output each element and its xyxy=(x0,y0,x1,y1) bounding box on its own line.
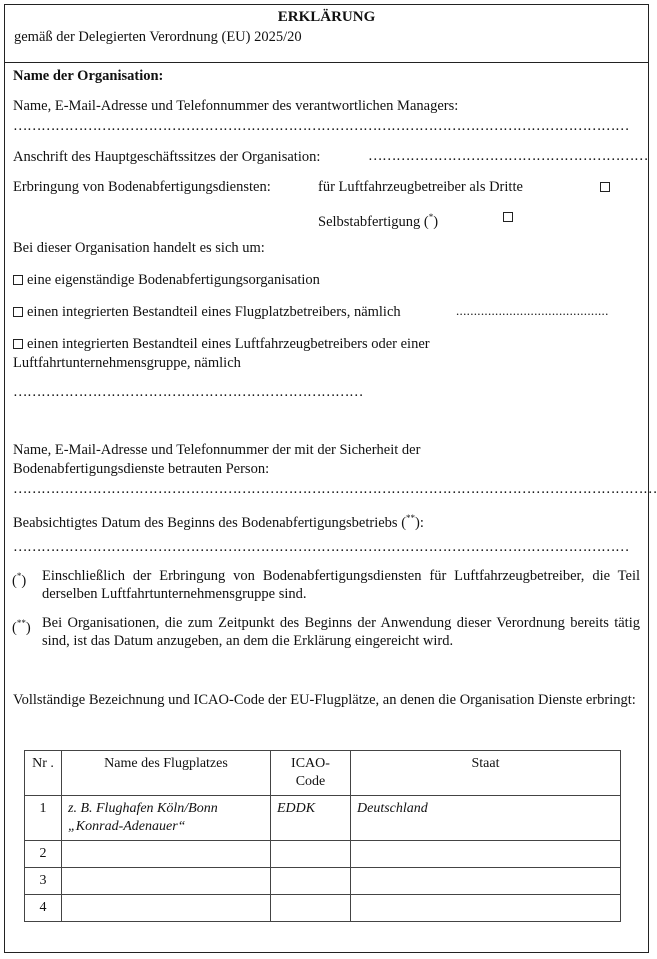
operator-fill-line[interactable]: ………………………………………………………………… xyxy=(13,384,363,400)
row-number: 1 xyxy=(25,796,62,841)
airports-table xyxy=(24,750,621,922)
footnote-2-text: Bei Organisationen, die zum Zeitpunkt des Beginns der Anwendung dieser Verordnung bereits tätig sind, ist das Datum anzugeben, an dem die Erklärung eingereicht wird. xyxy=(42,615,640,649)
col-header-nr: Nr . xyxy=(25,751,62,796)
state-cell[interactable] xyxy=(351,868,621,895)
type-independent-option[interactable]: eine eigenständige Bodenabfertigungsorganisation xyxy=(13,271,320,289)
type-independent-checkbox[interactable] xyxy=(13,275,23,285)
option-self-handling-label: Selbstabfertigung (*) xyxy=(318,212,439,230)
state-cell[interactable] xyxy=(351,841,621,868)
table-row xyxy=(25,868,621,895)
icao-code-cell[interactable] xyxy=(271,895,351,922)
airport-name-cell[interactable] xyxy=(62,895,271,922)
option-third-party-label: für Luftfahrzeugbetreiber als Dritte xyxy=(318,179,523,195)
address-fill-line[interactable]: …………………………………………………… xyxy=(368,148,648,164)
safety-person-label-1: Name, E-Mail-Adresse und Telefonnummer der mit der Sicherheit der xyxy=(13,442,421,458)
icao-code-cell[interactable]: EDDK xyxy=(271,796,351,841)
state-cell[interactable] xyxy=(351,895,621,922)
aerodrome-fill-line[interactable]: ........................................... xyxy=(456,303,609,318)
row-number: 4 xyxy=(25,895,62,922)
airports-intro: Vollständige Bezeichnung und ICAO-Code der EU-Flugplätze, an denen die Organisation Dienste erbringt: xyxy=(13,692,636,708)
type-operator-checkbox[interactable] xyxy=(13,339,23,349)
footnote-2-marker: (**) xyxy=(12,618,31,636)
services-label: Erbringung von Bodenabfertigungsdiensten: xyxy=(13,179,271,195)
type-aerodrome-checkbox[interactable] xyxy=(13,307,23,317)
org-name-label: Name der Organisation: xyxy=(13,68,164,84)
footnote-1-text: Einschließlich der Erbringung von Bodenabfertigungsdiensten für Luftfahrzeugbetreiber, die Teil derselben Luftfahrtunternehmensgruppe sind. xyxy=(42,568,640,602)
form-title: ERKLÄRUNG xyxy=(277,9,376,25)
table-row xyxy=(25,895,621,922)
manager-fill-line[interactable]: …………………………………………………………………………………………………………………… xyxy=(13,118,629,134)
manager-label: Name, E-Mail-Adresse und Telefonnummer des verantwortlichen Managers: xyxy=(13,98,459,114)
state-cell[interactable]: Deutschland xyxy=(351,796,621,841)
table-row xyxy=(25,841,621,868)
row-number: 2 xyxy=(25,841,62,868)
form-subtitle: gemäß der Delegierten Verordnung (EU) 2025/20 xyxy=(14,29,302,45)
airports-table-header-row xyxy=(25,751,621,796)
self-handling-checkbox[interactable] xyxy=(503,212,513,222)
airport-name-cell[interactable]: z. B. Flughafen Köln/Bonn „Konrad-Adenauer“ xyxy=(62,796,271,841)
col-header-icao: ICAO-Code xyxy=(271,751,351,796)
third-party-checkbox[interactable] xyxy=(600,182,610,192)
icao-code-cell[interactable] xyxy=(271,841,351,868)
row-number: 3 xyxy=(25,868,62,895)
address-label: Anschrift des Hauptgeschäftssitzes der Organisation: xyxy=(13,149,321,165)
safety-person-fill-line[interactable]: ………………………………………………………………………………………………………………………… xyxy=(13,481,657,497)
col-header-name: Name des Flugplatzes xyxy=(62,751,271,796)
start-date-label: Beabsichtigtes Datum des Beginns des Bodenabfertigungsbetriebs (**): xyxy=(13,513,424,531)
footnote-1-marker: (*) xyxy=(12,571,27,589)
safety-person-label-2: Bodenabfertigungsdienste betrauten Person: xyxy=(13,461,270,477)
icao-code-cell[interactable] xyxy=(271,868,351,895)
col-header-state: Staat xyxy=(351,751,621,796)
form-header xyxy=(5,5,648,63)
type-operator-line2: Luftfahrtunternehmensgruppe, nämlich xyxy=(13,355,241,371)
org-type-label: Bei dieser Organisation handelt es sich um: xyxy=(13,240,265,256)
type-operator-option[interactable]: einen integrierten Bestandteil eines Luftfahrzeugbetreibers oder einer xyxy=(13,335,430,353)
airport-name-cell[interactable] xyxy=(62,868,271,895)
airport-name-cell[interactable] xyxy=(62,841,271,868)
type-aerodrome-option[interactable]: einen integrierten Bestandteil eines Flugplatzbetreibers, nämlich xyxy=(13,303,401,321)
table-row xyxy=(25,796,621,841)
start-date-fill-line[interactable]: …………………………………………………………………………………………………………………… xyxy=(13,539,629,555)
